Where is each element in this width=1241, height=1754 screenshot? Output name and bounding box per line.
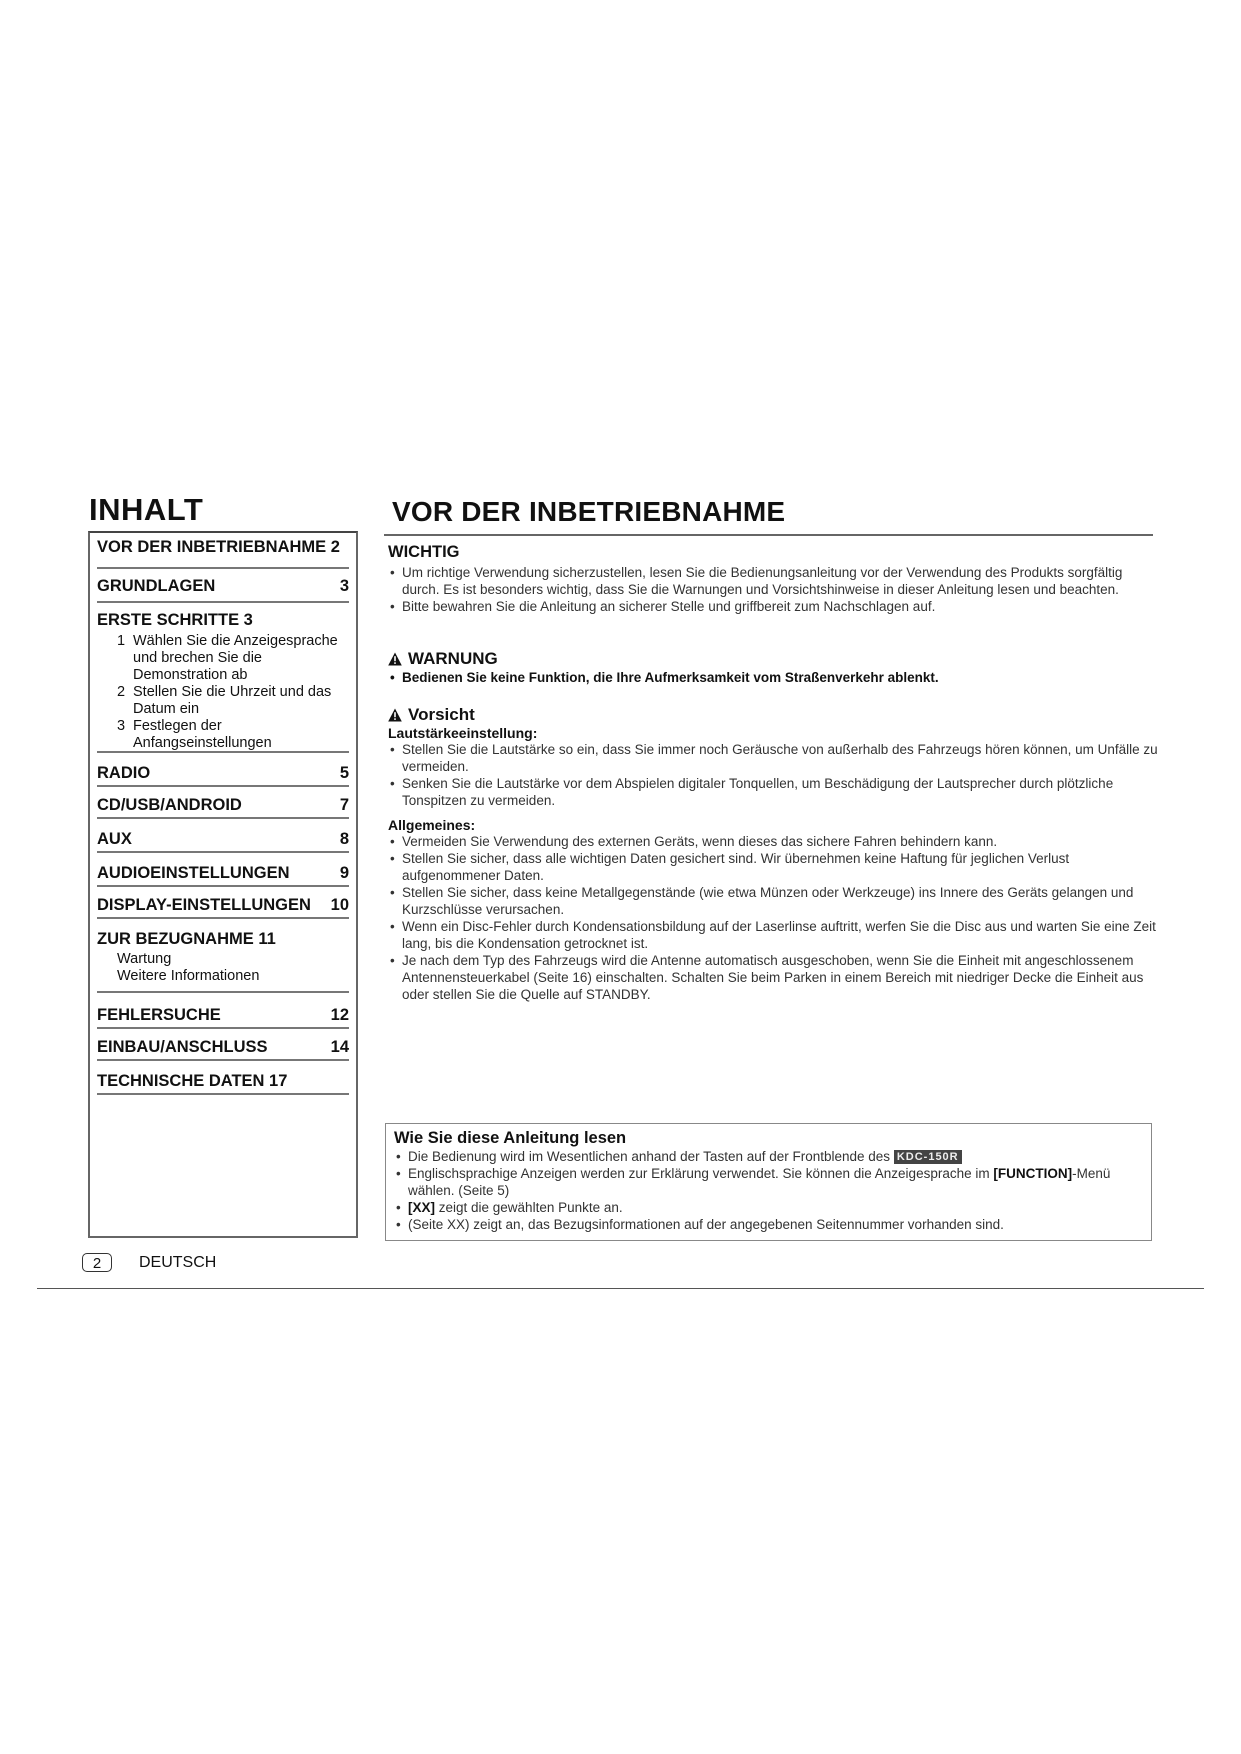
toc-sub-item[interactable]	[117, 951, 349, 968]
toc-entry-fehlersuche[interactable]	[97, 995, 349, 1029]
toc-entry-grundlagen[interactable]	[97, 571, 349, 603]
allgemeines-heading: Allgemeines:	[388, 817, 476, 833]
warnung-heading-row	[388, 649, 1158, 669]
list-item: • Senken Sie die Lautstärke vor dem Abspielen digitaler Tonquellen, um Beschädigung der Lautsprecher durch plötzliche Tonspitzen zu vermeiden.	[388, 775, 1158, 809]
how-to-read-box	[385, 1123, 1152, 1241]
list-item: • Um richtige Verwendung sicherzustellen, lesen Sie die Bedienungsanleitung vor der Verwendung des Produkts sorgfältig durch. Es ist besonders wichtig, dass Sie die Warnungen und Vorsichtshinweise in dieser Anleitung lesen und beachten.	[388, 564, 1158, 598]
warnung-heading: WARNUNG	[408, 649, 498, 668]
caution-triangle-icon	[388, 708, 402, 722]
how-item-3-text: zeigt die gewählten Punkte an.	[435, 1200, 623, 1215]
toc-page: 9	[339, 864, 349, 882]
toc-box	[88, 531, 358, 1238]
list-item: • Bitte bewahren Sie die Anleitung an sicherer Stelle und griffbereit zum Nachschlagen auf.	[388, 598, 1158, 615]
toc-sub-item[interactable]	[117, 684, 349, 718]
toc-page: 5	[339, 764, 349, 782]
toc-sub-num: 1	[117, 633, 126, 649]
toc-entry-technische-daten[interactable]	[97, 1063, 349, 1095]
page-title: VOR DER INBETRIEBNAHME	[392, 496, 786, 527]
how-heading: Wie Sie diese Anleitung lesen	[394, 1129, 627, 1147]
toc-sub-item[interactable]	[117, 633, 349, 684]
lautstaerke-heading: Lautstärkeeinstellung:	[388, 725, 538, 741]
footer-rule	[37, 1288, 1204, 1289]
model-badge: KDC-150R	[894, 1150, 962, 1164]
function-key-label: [FUNCTION]	[993, 1166, 1073, 1181]
list-item	[394, 1199, 1143, 1216]
vorsicht-heading-row	[388, 705, 1158, 725]
toc-entry-erste-schritte[interactable]	[97, 605, 349, 753]
toc-label: ZUR BEZUGNAHME 11	[97, 930, 276, 948]
toc-entry-vor-der-inbetriebnahme[interactable]	[97, 537, 349, 569]
toc-label: AUDIOEINSTELLUNGEN	[97, 864, 290, 882]
toc-entry-radio[interactable]	[97, 755, 349, 787]
allgemeines-list	[388, 833, 1158, 1003]
toc-label: CD/USB/ANDROID	[97, 796, 242, 814]
section-warnung	[388, 649, 1158, 686]
toc-label: AUX	[97, 830, 132, 848]
list-item: • Stellen Sie sicher, dass alle wichtigen Daten gesichert sind. Wir übernehmen keine Haftung für jeglichen Verlust aufgenommener Daten.	[388, 850, 1158, 884]
toc-label: VOR DER INBETRIEBNAHME 2	[97, 538, 340, 556]
toc-page: 3	[339, 577, 349, 595]
toc-entry-zur-bezugnahme[interactable]	[97, 921, 349, 993]
toc-label: TECHNISCHE DATEN 17	[97, 1072, 288, 1090]
how-item-2-suffix: -Menü wählen. (Seite 5)	[408, 1166, 1111, 1198]
toc-label: DISPLAY-EINSTELLUNGEN	[97, 896, 311, 914]
wichtig-heading: WICHTIG	[388, 543, 460, 561]
toc-label: GRUNDLAGEN	[97, 577, 216, 595]
toc-label: FEHLERSUCHE	[97, 1006, 221, 1024]
how-item-1-text: Die Bedienung wird im Wesentlichen anhand der Tasten auf der Frontblende des	[408, 1149, 891, 1164]
list-item: • Stellen Sie die Lautstärke so ein, dass Sie immer noch Geräusche von außerhalb des Fahrzeugs hören können, um Unfälle zu vermeiden.	[388, 741, 1158, 775]
toc-sub-text: Weitere Informationen	[117, 968, 260, 984]
toc-sub-num: 2	[117, 684, 126, 700]
toc-entry-einbau-anschluss[interactable]	[97, 1031, 349, 1061]
warnung-list	[388, 669, 1158, 686]
toc-sub-num: 3	[117, 718, 126, 734]
toc-sub-item[interactable]	[117, 968, 349, 985]
toc-entry-aux[interactable]	[97, 821, 349, 853]
toc-sub-text: Wartung	[117, 951, 172, 967]
toc-entry-cd-usb-android[interactable]	[97, 789, 349, 819]
lautstaerke-list	[388, 741, 1158, 809]
toc-page: 12	[330, 1006, 349, 1024]
vorsicht-heading: Vorsicht	[408, 705, 475, 724]
toc-label: RADIO	[97, 764, 151, 782]
list-item: • (Seite XX) zeigt an, das Bezugsinformationen auf der angegebenen Seitennummer vorhanden sind.	[394, 1216, 1143, 1233]
toc-label: ERSTE SCHRITTE 3	[97, 611, 253, 629]
how-item-2-text: Englischsprachige Anzeigen werden zur Erklärung verwendet. Sie können die Anzeigesprache im	[408, 1166, 990, 1181]
list-item: • Stellen Sie sicher, dass keine Metallgegenstände (wie etwa Münzen oder Werkzeuge) ins Innere des Geräts gelangen und Kurzschlüsse verursachen.	[388, 884, 1158, 918]
toc-sub-text: Festlegen der Anfangseinstellungen	[133, 718, 272, 751]
toc-entry-display-einstellungen[interactable]	[97, 889, 349, 919]
toc-page: 7	[339, 796, 349, 814]
toc-sub-text: Stellen Sie die Uhrzeit und das Datum ein	[133, 684, 332, 717]
how-list	[394, 1148, 1143, 1233]
toc-page: 10	[330, 896, 349, 914]
toc-sub-text: Wählen Sie die Anzeigesprache und brechen Sie die Demonstration ab	[133, 633, 338, 683]
language-label: DEUTSCH	[139, 1254, 217, 1271]
section-vorsicht	[388, 705, 1158, 1003]
page-number: 2	[82, 1253, 112, 1272]
wichtig-list	[388, 564, 1158, 615]
list-item: • Bedienen Sie keine Funktion, die Ihre Aufmerksamkeit vom Straßenverkehr ablenkt.	[388, 669, 1158, 686]
title-rule	[384, 534, 1153, 536]
warning-triangle-icon	[388, 652, 402, 666]
list-item: • Vermeiden Sie Verwendung des externen Geräts, wenn dieses das sichere Fahren behindern kann.	[388, 833, 1158, 850]
toc-label: EINBAU/ANSCHLUSS	[97, 1038, 268, 1056]
toc-sub-item[interactable]	[117, 718, 349, 752]
toc-title: INHALT	[89, 492, 204, 527]
list-item	[394, 1148, 1143, 1165]
section-wichtig	[388, 543, 1158, 615]
xx-key-label: [XX]	[408, 1200, 435, 1215]
toc-entry-audioeinstellungen[interactable]	[97, 855, 349, 887]
list-item: • Wenn ein Disc-Fehler durch Kondensationsbildung auf der Laserlinse auftritt, werfen Sie die Disc aus und warten Sie eine Zeit lang, bis die Kondensation getrocknet ist.	[388, 918, 1158, 952]
list-item	[394, 1165, 1143, 1199]
list-item: • Je nach dem Typ des Fahrzeugs wird die Antenne automatisch ausgeschoben, wenn Sie die Einheit mit angeschlossenem Antennensteuerkabel (Seite 16) einschalten. Schalten Sie beim Parken in einem Bereich mit niedriger Decke die Einheit aus oder stellen Sie die Quelle auf STANDBY.	[388, 952, 1158, 1003]
toc-page: 14	[330, 1038, 349, 1056]
toc-page: 8	[339, 830, 349, 848]
